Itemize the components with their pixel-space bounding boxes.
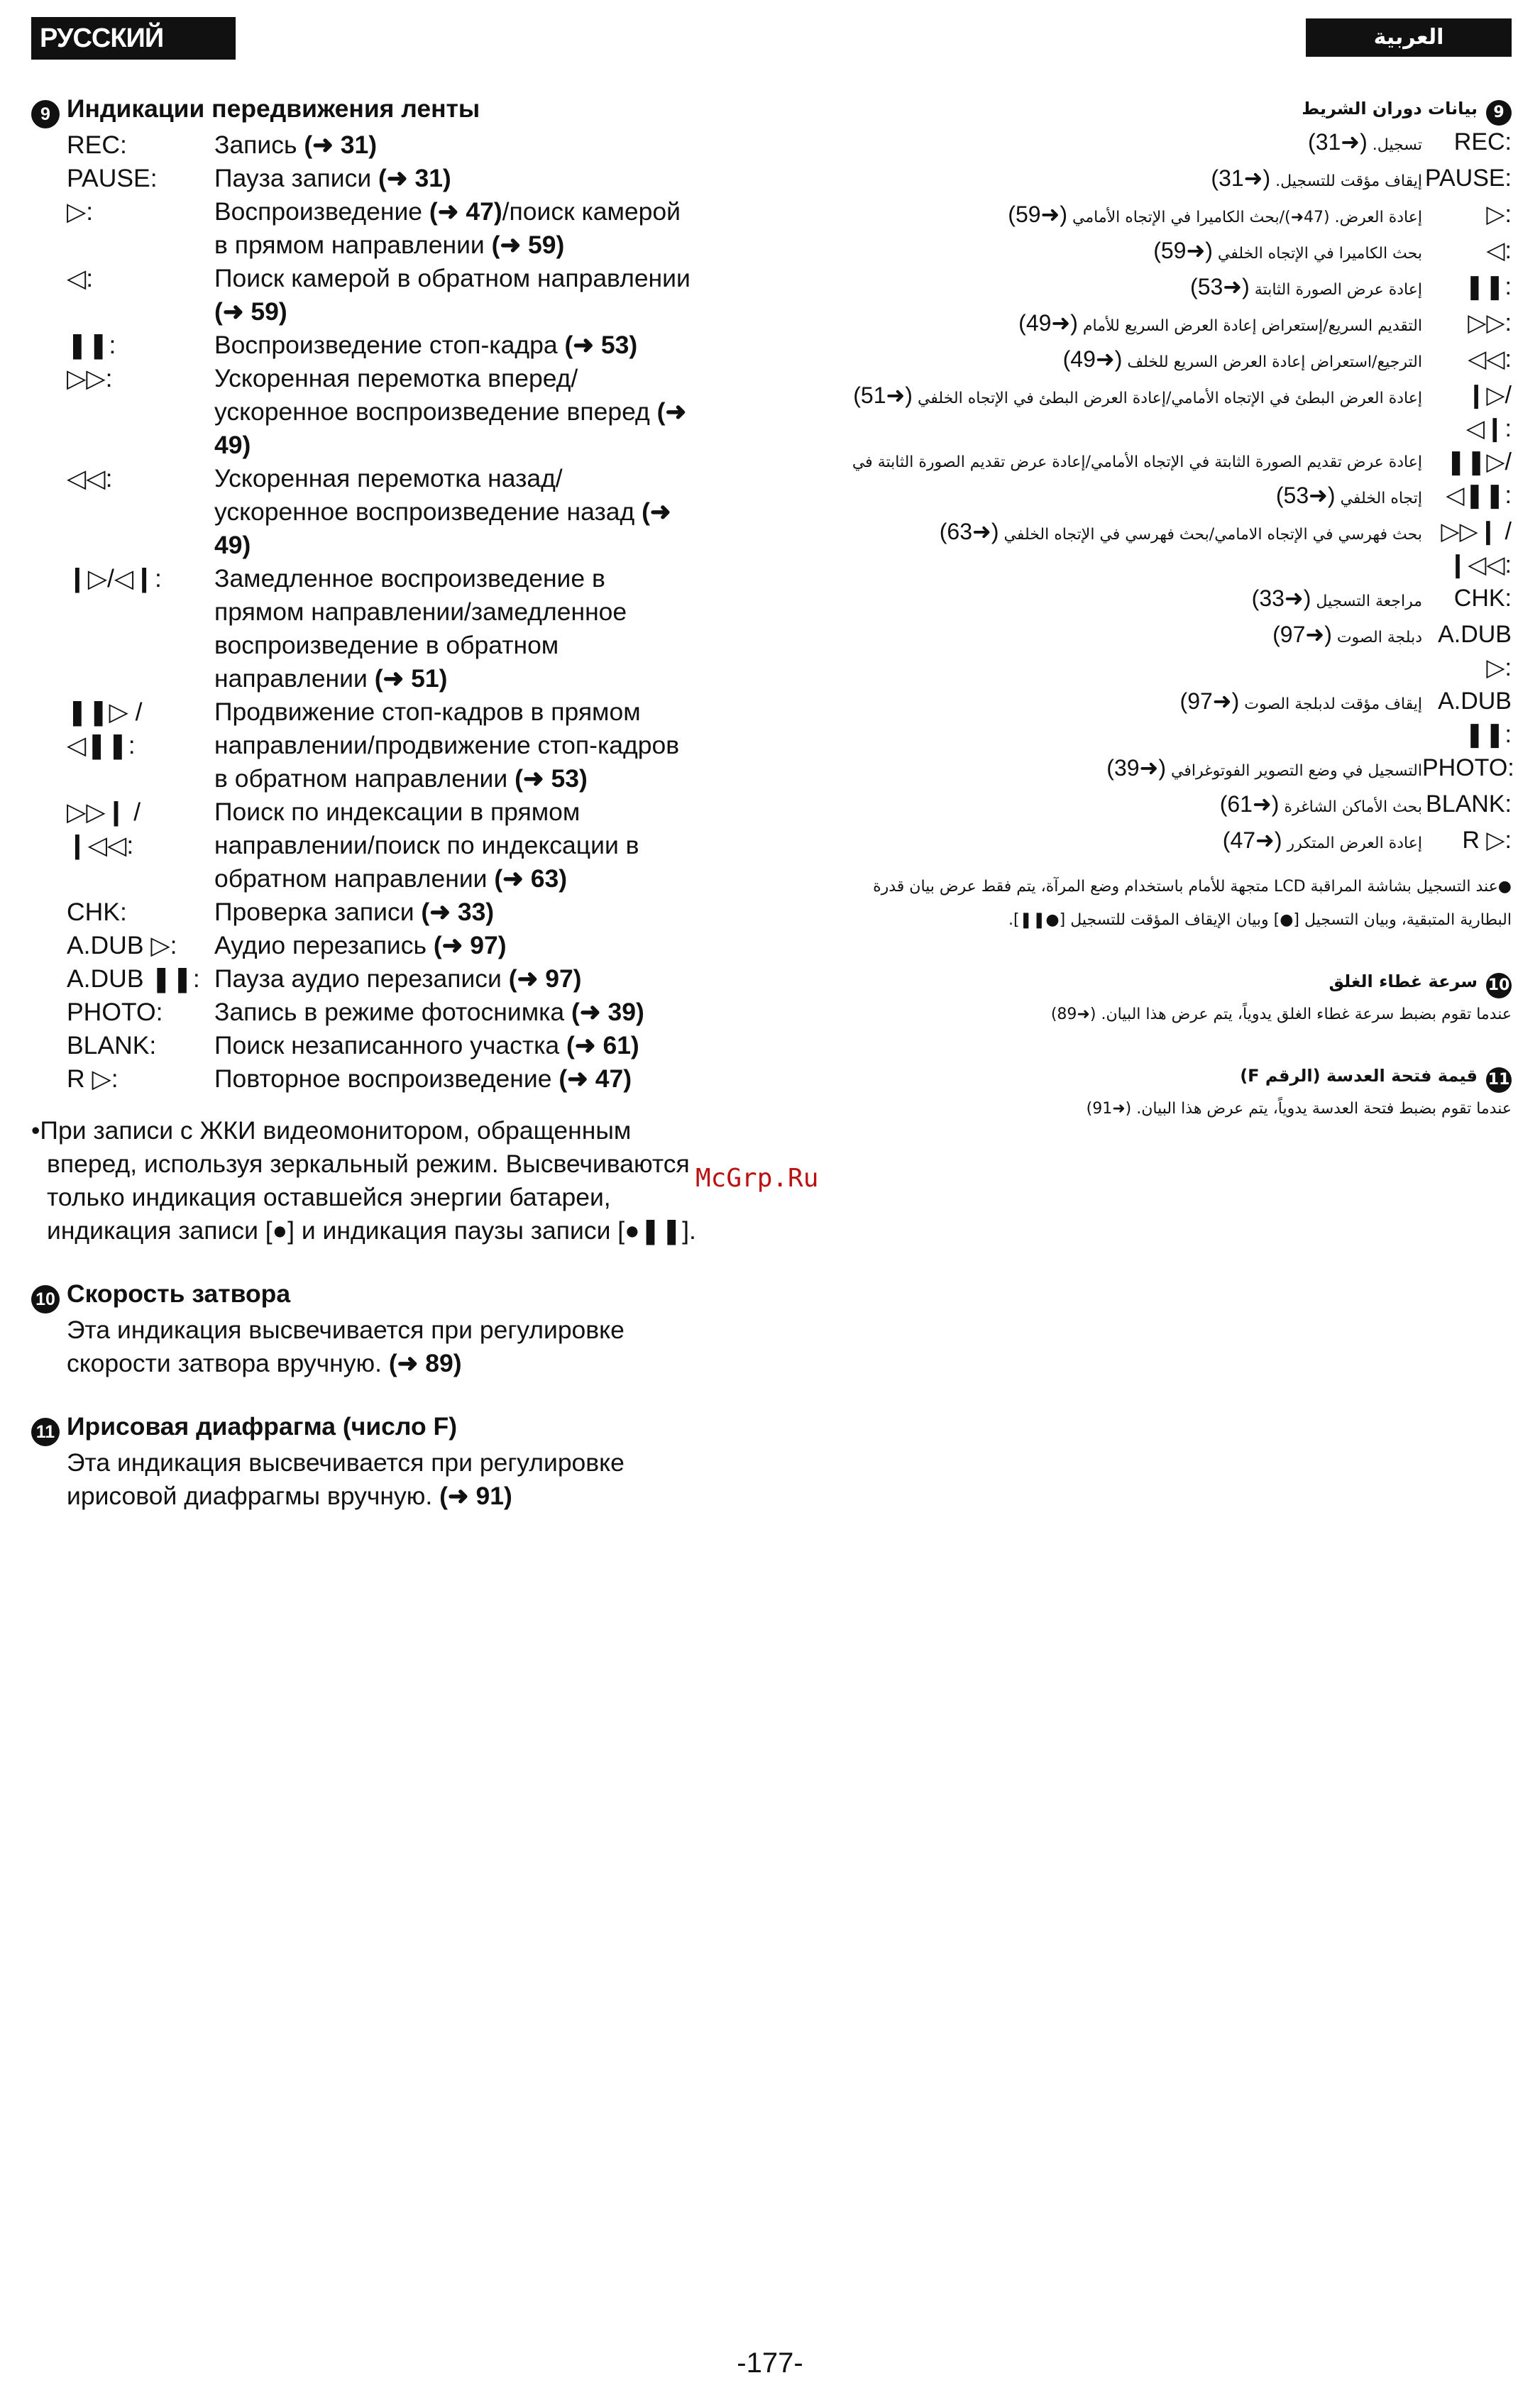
indicator-description bbox=[214, 262, 698, 329]
indicator-symbol: REC: bbox=[1453, 128, 1512, 155]
indicator-symbol: BLANK: bbox=[1426, 791, 1512, 817]
section-number-badge: 9 bbox=[31, 100, 60, 128]
indicator-symbol: ❚❚▷/◁❚❚: bbox=[1446, 448, 1512, 509]
indicator-symbol: BLANK: bbox=[67, 1031, 157, 1059]
indicator-description bbox=[830, 198, 1422, 234]
indicator-symbol: ❙▷/◁❙: bbox=[1465, 382, 1512, 442]
description-text: Воспроизведение bbox=[214, 197, 429, 226]
indicator-description bbox=[830, 307, 1422, 343]
mirror-mode-note bbox=[31, 1114, 698, 1248]
indicator-symbol: PHOTO: bbox=[67, 998, 163, 1026]
section-number-badge: 11 bbox=[31, 1418, 60, 1446]
section-number-badge: 10 bbox=[1486, 973, 1512, 998]
page-reference: (➜ 63) bbox=[494, 864, 568, 893]
indicator-description bbox=[830, 515, 1422, 582]
indicator-row bbox=[31, 195, 698, 262]
tape-indicator-list bbox=[31, 128, 698, 1096]
page-reference: (➜47) bbox=[1222, 827, 1282, 853]
indicator-symbol: ❚❚: bbox=[67, 331, 116, 359]
description-text: إعادة عرض الصورة الثابتة bbox=[1249, 281, 1422, 299]
section-11 bbox=[830, 1059, 1512, 1125]
section-number-badge: 10 bbox=[31, 1285, 60, 1314]
description-text: Поиск по индексации в прямом направлении/поиск по индексации в обратном направлении bbox=[214, 798, 639, 893]
indicator-row bbox=[830, 162, 1512, 198]
indicator-symbol: ▷: bbox=[1486, 201, 1512, 228]
description-text: Поиск незаписанного участка bbox=[214, 1031, 567, 1059]
description-text: Продвижение стоп-кадров в прямом направлении/продвижение стоп-кадров в обратном направлении bbox=[214, 698, 680, 793]
indicator-description bbox=[214, 1062, 698, 1096]
indicator-description bbox=[830, 751, 1422, 788]
indicator-symbol: ▷▷❙ / ❙◁◁: bbox=[1441, 518, 1512, 578]
description-text: /поиск камерой в прямом направлении bbox=[214, 197, 681, 259]
description-text: إعادة عرض تقديم الصورة الثابتة في الإتجاه الأمامي/إعادة عرض تقديم الصورة الثابتة في إتجاه الخلفي bbox=[852, 453, 1422, 507]
page-reference: (➜59) bbox=[1153, 238, 1213, 263]
indicator-symbol: ◁◁: bbox=[67, 464, 113, 492]
indicator-description bbox=[830, 234, 1422, 270]
indicator-description bbox=[830, 343, 1422, 379]
page-reference: (➜31) bbox=[1211, 165, 1271, 191]
indicator-symbol: ❚❚: bbox=[1464, 273, 1512, 300]
page-reference: (➜33) bbox=[1251, 585, 1311, 611]
indicator-description bbox=[214, 795, 698, 896]
indicator-description bbox=[214, 462, 698, 562]
indicator-description bbox=[214, 128, 698, 162]
section-title: سرعة غطاء الغلق bbox=[1329, 971, 1478, 991]
indicator-row bbox=[31, 1029, 698, 1062]
indicator-row bbox=[830, 126, 1512, 162]
watermark: McGrp.Ru bbox=[695, 1164, 819, 1193]
indicator-symbol: ▷▷: bbox=[1468, 309, 1512, 336]
indicator-symbol: PAUSE: bbox=[67, 164, 158, 192]
language-header-arabic: العربية bbox=[1306, 18, 1512, 57]
indicator-description bbox=[830, 126, 1422, 162]
page-reference: (➜53) bbox=[1190, 274, 1250, 299]
indicator-row bbox=[830, 270, 1512, 307]
page-reference: (➜39) bbox=[1106, 755, 1167, 781]
indicator-row bbox=[830, 824, 1512, 860]
page-reference: (➜ 31) bbox=[378, 164, 451, 192]
section-10 bbox=[830, 965, 1512, 1031]
indicator-row bbox=[830, 751, 1512, 788]
page-reference: (➜ 51) bbox=[374, 664, 448, 693]
description-text: إعادة العرض. (47➜)/بحث الكاميرا في الإتجاه الأمامي bbox=[1067, 209, 1422, 226]
indicator-description bbox=[830, 788, 1422, 824]
indicator-row bbox=[31, 128, 698, 162]
indicator-symbol: A.DUB ▷: bbox=[67, 931, 177, 959]
language-header-russian: РУССКИЙ ЯЗЫК bbox=[31, 17, 236, 60]
indicator-description bbox=[214, 962, 698, 996]
section-title: Индикации передвижения ленты bbox=[67, 94, 480, 123]
description-text: Пауза аудио перезаписи bbox=[214, 964, 509, 993]
indicator-symbol: ◁: bbox=[1486, 237, 1512, 264]
page-reference: (➜59) bbox=[1008, 202, 1067, 227]
indicator-row bbox=[830, 515, 1512, 582]
indicator-symbol: PHOTO: bbox=[1422, 754, 1514, 781]
indicator-description bbox=[214, 362, 698, 462]
indicator-row bbox=[31, 795, 698, 896]
section-9-heading bbox=[830, 92, 1512, 126]
indicator-row bbox=[31, 695, 698, 795]
indicator-description bbox=[830, 824, 1422, 860]
indicator-description bbox=[214, 929, 698, 962]
indicator-symbol: A.DUB ▷: bbox=[1438, 621, 1512, 681]
indicator-row bbox=[31, 162, 698, 195]
indicator-row bbox=[830, 788, 1512, 824]
description-text: Воспроизведение стоп-кадра bbox=[214, 331, 565, 359]
page-reference: (➜51) bbox=[853, 382, 913, 408]
indicator-row bbox=[31, 996, 698, 1029]
section-10 bbox=[31, 1277, 698, 1380]
indicator-description bbox=[830, 446, 1422, 515]
indicator-description bbox=[830, 582, 1422, 618]
indicator-symbol: ◁◁: bbox=[1468, 346, 1512, 373]
tape-indicator-list bbox=[830, 126, 1512, 860]
indicator-description bbox=[214, 562, 698, 695]
description-text: Запись в режиме фотоснимка bbox=[214, 998, 572, 1026]
page-reference: (➜61) bbox=[1219, 791, 1280, 817]
page-reference: (➜31) bbox=[1308, 129, 1368, 155]
indicator-symbol: A.DUB ❚❚: bbox=[67, 964, 200, 993]
section-body: Эта индикация высвечивается при регулировке скорости затвора вручную. bbox=[67, 1316, 625, 1377]
indicator-row bbox=[830, 234, 1512, 270]
page-reference: (➜ 47) bbox=[429, 197, 502, 226]
russian-column bbox=[31, 92, 698, 1513]
indicator-description bbox=[214, 162, 698, 195]
description-text: مراجعة التسجيل bbox=[1311, 593, 1422, 610]
indicator-description bbox=[214, 695, 698, 795]
section-11 bbox=[31, 1410, 698, 1513]
description-text: Аудио перезапись bbox=[214, 931, 434, 959]
note-text: •При записи с ЖКИ видеомонитором, обращенным вперед, используя зеркальный режим. Высвечиваются только индикация оставшейся энергии батареи, индикация записи [●] и индикация паузы записи [●❚❚]. bbox=[31, 1116, 696, 1245]
mirror-mode-note: ●عند التسجيل بشاشة المراقبة LCD متجهة للأمام باستخدام وضع المرآة، يتم فقط عرض بيان قدرة البطارية المتبقية، وبيان التسجيل [●] وبيان الإيقاف المؤقت للتسجيل [●❚❚]. bbox=[873, 878, 1512, 929]
page-reference: (➜ 31) bbox=[304, 131, 378, 159]
indicator-description bbox=[214, 195, 698, 262]
indicator-row bbox=[31, 329, 698, 362]
indicator-row bbox=[31, 362, 698, 462]
section-body: عندما تقوم بضبط سرعة غطاء الغلق يدوياً، يتم عرض هذا البيان. bbox=[1096, 1006, 1512, 1023]
description-text: Замедленное воспроизведение в прямом направлении/замедленное воспроизведение в обратном направлении bbox=[214, 564, 627, 693]
section-title: قيمة فتحة العدسة (الرقم F) bbox=[1240, 1066, 1478, 1086]
description-text: Поиск камерой в обратном направлении bbox=[214, 264, 691, 292]
description-text: إعادة العرض المتكرر bbox=[1282, 835, 1422, 852]
description-text: Ускоренная перемотка назад/ ускоренное воспроизведение назад bbox=[214, 464, 642, 526]
description-text: دبلجة الصوت bbox=[1331, 629, 1422, 646]
indicator-description bbox=[830, 685, 1422, 751]
section-body: Эта индикация высвечивается при регулировке ирисовой диафрагмы вручную. bbox=[67, 1448, 625, 1510]
page-reference: (➜63) bbox=[939, 519, 999, 544]
section-title: Скорость затвора bbox=[67, 1279, 291, 1308]
indicator-description bbox=[830, 162, 1422, 198]
indicator-symbol: R ▷: bbox=[1462, 827, 1512, 854]
indicator-row bbox=[830, 618, 1512, 685]
indicator-description bbox=[830, 270, 1422, 307]
indicator-description bbox=[830, 618, 1422, 685]
section-title: Ирисовая диафрагма (число F) bbox=[67, 1412, 458, 1441]
indicator-row bbox=[31, 929, 698, 962]
page-reference: (➜ 53) bbox=[515, 764, 588, 793]
page-reference: (➜ 49) bbox=[214, 397, 687, 459]
section-body: عندما تقوم بضبط فتحة العدسة يدوياً، يتم عرض هذا البيان. bbox=[1131, 1100, 1512, 1118]
section-number-badge: 11 bbox=[1486, 1067, 1512, 1093]
page-reference: (➜49) bbox=[1062, 346, 1123, 372]
indicator-symbol: CHK: bbox=[67, 898, 127, 926]
indicator-symbol: ❚❚▷ / ◁❚❚: bbox=[67, 698, 143, 759]
page-number: -177- bbox=[737, 2347, 803, 2379]
description-text: بحث الكاميرا في الإتجاه الخلفي bbox=[1212, 245, 1422, 263]
indicator-symbol: PAUSE: bbox=[1424, 165, 1512, 192]
indicator-description bbox=[214, 1029, 698, 1062]
page-reference: (➜ 97) bbox=[433, 931, 507, 959]
section-9-heading bbox=[31, 92, 698, 128]
indicator-symbol: ▷: bbox=[67, 197, 94, 226]
indicator-row bbox=[31, 462, 698, 562]
description-text: Пауза записи bbox=[214, 164, 379, 192]
indicator-symbol: A.DUB ❚❚: bbox=[1438, 688, 1512, 748]
indicator-description bbox=[214, 896, 698, 929]
indicator-symbol: ▷▷: bbox=[67, 364, 113, 392]
indicator-row bbox=[31, 1062, 698, 1096]
page-reference: (➜89) bbox=[1050, 1006, 1096, 1023]
description-text: تسجيل. bbox=[1367, 136, 1422, 154]
indicator-row bbox=[31, 262, 698, 329]
description-text: بحث الأماكن الشاغرة bbox=[1279, 798, 1422, 816]
section-title: بيانات دوران الشريط bbox=[1302, 99, 1478, 119]
indicator-row bbox=[31, 962, 698, 996]
indicator-row bbox=[830, 198, 1512, 234]
page-reference: (➜91) bbox=[1086, 1100, 1132, 1118]
description-text: Запись bbox=[214, 131, 304, 159]
indicator-row bbox=[830, 307, 1512, 343]
indicator-row bbox=[31, 562, 698, 695]
page-reference: (➜ 91) bbox=[439, 1482, 512, 1510]
description-text: Ускоренная перемотка вперед/ ускоренное воспроизведение вперед bbox=[214, 364, 657, 426]
page-reference: (➜ 39) bbox=[571, 998, 644, 1026]
indicator-symbol: CHK: bbox=[1453, 585, 1512, 612]
description-text: بحث فهرسي في الإتجاه الامامي/بحث فهرسي في الإتجاه الخلفي bbox=[999, 526, 1422, 544]
indicator-description bbox=[214, 329, 698, 362]
description-text: إيقاف مؤقت للتسجيل. bbox=[1270, 172, 1422, 190]
description-text: إعادة العرض البطئ في الإتجاه الأمامي/إعادة العرض البطئ في الإتجاه الخلفي bbox=[912, 390, 1422, 407]
page-reference: (➜ 49) bbox=[214, 497, 671, 559]
description-text: التسجيل في وضع التصوير الفوتوغرافي bbox=[1166, 762, 1422, 780]
page-reference: (➜ 97) bbox=[508, 964, 582, 993]
description-text: التقديم السريع/إستعراض إعادة العرض السريع للأمام bbox=[1077, 317, 1422, 335]
description-text: الترجيع/استعراض إعادة العرض السريع للخلف bbox=[1122, 353, 1422, 371]
indicator-symbol: ▷▷❙ / ❙◁◁: bbox=[67, 798, 141, 859]
page-reference: (➜97) bbox=[1272, 622, 1332, 647]
indicator-symbol: REC: bbox=[67, 131, 127, 159]
page-reference: (➜ 59) bbox=[491, 231, 565, 259]
description-text: إيقاف مؤقت لدبلجة الصوت bbox=[1239, 695, 1422, 713]
page-reference: (➜49) bbox=[1018, 310, 1078, 336]
section-number-badge: 9 bbox=[1486, 100, 1512, 126]
indicator-description bbox=[830, 379, 1422, 446]
description-text: Повторное воспроизведение bbox=[214, 1064, 559, 1093]
indicator-row bbox=[830, 379, 1512, 446]
arabic-column bbox=[830, 92, 1512, 1125]
indicator-row bbox=[830, 582, 1512, 618]
page-reference: (➜97) bbox=[1179, 688, 1240, 714]
description-text: Проверка записи bbox=[214, 898, 422, 926]
indicator-symbol: ❙▷/◁❙: bbox=[67, 564, 162, 593]
indicator-symbol: R ▷: bbox=[67, 1064, 119, 1093]
page-reference: (➜ 89) bbox=[388, 1349, 462, 1377]
indicator-row bbox=[830, 685, 1512, 751]
page-reference: (➜53) bbox=[1275, 483, 1336, 508]
indicator-symbol: ◁: bbox=[67, 264, 94, 292]
page-reference: (➜ 59) bbox=[214, 297, 287, 326]
page-reference: (➜ 47) bbox=[559, 1064, 632, 1093]
page-reference: (➜ 61) bbox=[566, 1031, 639, 1059]
page-reference: (➜ 53) bbox=[564, 331, 638, 359]
indicator-row bbox=[31, 896, 698, 929]
page-reference: (➜ 33) bbox=[421, 898, 495, 926]
indicator-description bbox=[214, 996, 698, 1029]
indicator-row bbox=[830, 343, 1512, 379]
indicator-row bbox=[830, 446, 1512, 515]
